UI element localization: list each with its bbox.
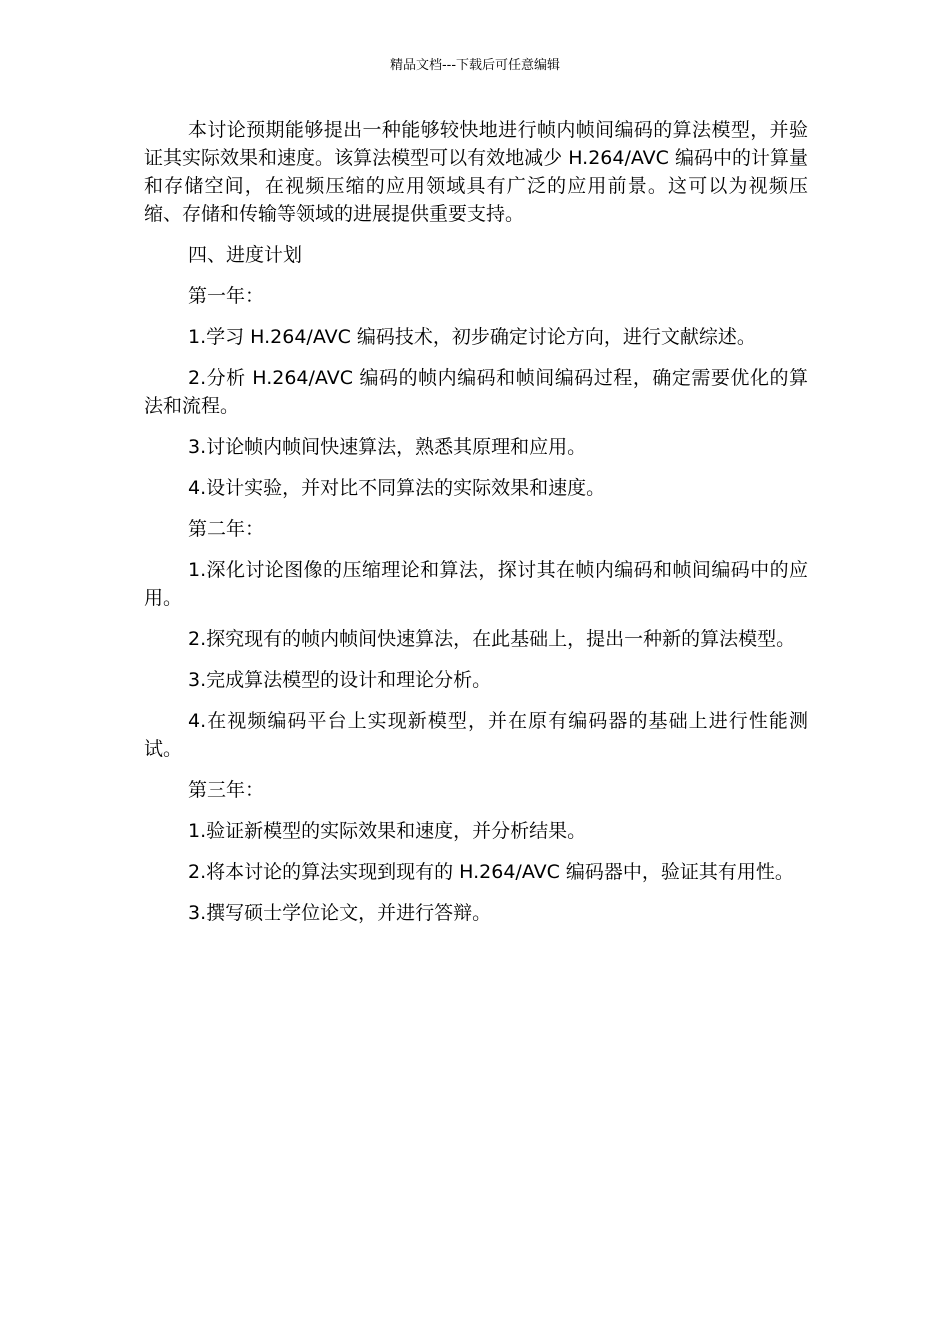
- section-heading-schedule: 四、进度计划: [188, 244, 303, 266]
- year-two-item-1: 1.深化讨论图像的压缩理论和算法，探讨其在帧内编码和帧间编码中的应用。: [144, 559, 808, 609]
- page-header: 精品文档---下载后可任意编辑: [389, 58, 561, 73]
- year-two-item-4: 4.在视频编码平台上实现新模型，并在原有编码器的基础上进行性能测试。: [144, 710, 808, 760]
- year-one-heading: 第一年：: [188, 285, 265, 307]
- year-one-item-3: 3.讨论帧内帧间快速算法，熟悉其原理和应用。: [188, 436, 587, 458]
- document-body: [144, 116, 808, 940]
- year-three-item-2: 2.将本讨论的算法实现到现有的 H.264/AVC 编码器中，验证其有用性。: [188, 861, 794, 883]
- year-three-item-3: 3.撰写硕士学位论文，并进行答辩。: [188, 902, 492, 924]
- year-one-item-1: 1.学习 H.264/AVC 编码技术，初步确定讨论方向，进行文献综述。: [188, 326, 756, 348]
- year-one-item-2: 2.分析 H.264/AVC 编码的帧内编码和帧间编码过程，确定需要优化的算法和流程。: [144, 367, 808, 417]
- year-one-item-4: 4.设计实验，并对比不同算法的实际效果和速度。: [188, 477, 606, 499]
- year-two-heading: 第二年：: [188, 518, 265, 540]
- year-three-heading: 第三年：: [188, 779, 265, 801]
- year-two-item-3: 3.完成算法模型的设计和理论分析。: [188, 669, 492, 691]
- year-two-item-2: 2.探究现有的帧内帧间快速算法，在此基础上，提出一种新的算法模型。: [188, 628, 796, 650]
- year-three-item-1: 1.验证新模型的实际效果和速度，并分析结果。: [188, 820, 587, 842]
- paragraph-expected-outcome: 本讨论预期能够提出一种能够较快地进行帧内帧间编码的算法模型，并验证其实际效果和速度。该算法模型可以有效地减少 H.264/AVC 编码中的计算量和存储空间，在视频压缩的应用领域具有广泛的应用前景。这可以为视频压缩、存储和传输等领域的进展提供重要支持。: [144, 119, 808, 225]
